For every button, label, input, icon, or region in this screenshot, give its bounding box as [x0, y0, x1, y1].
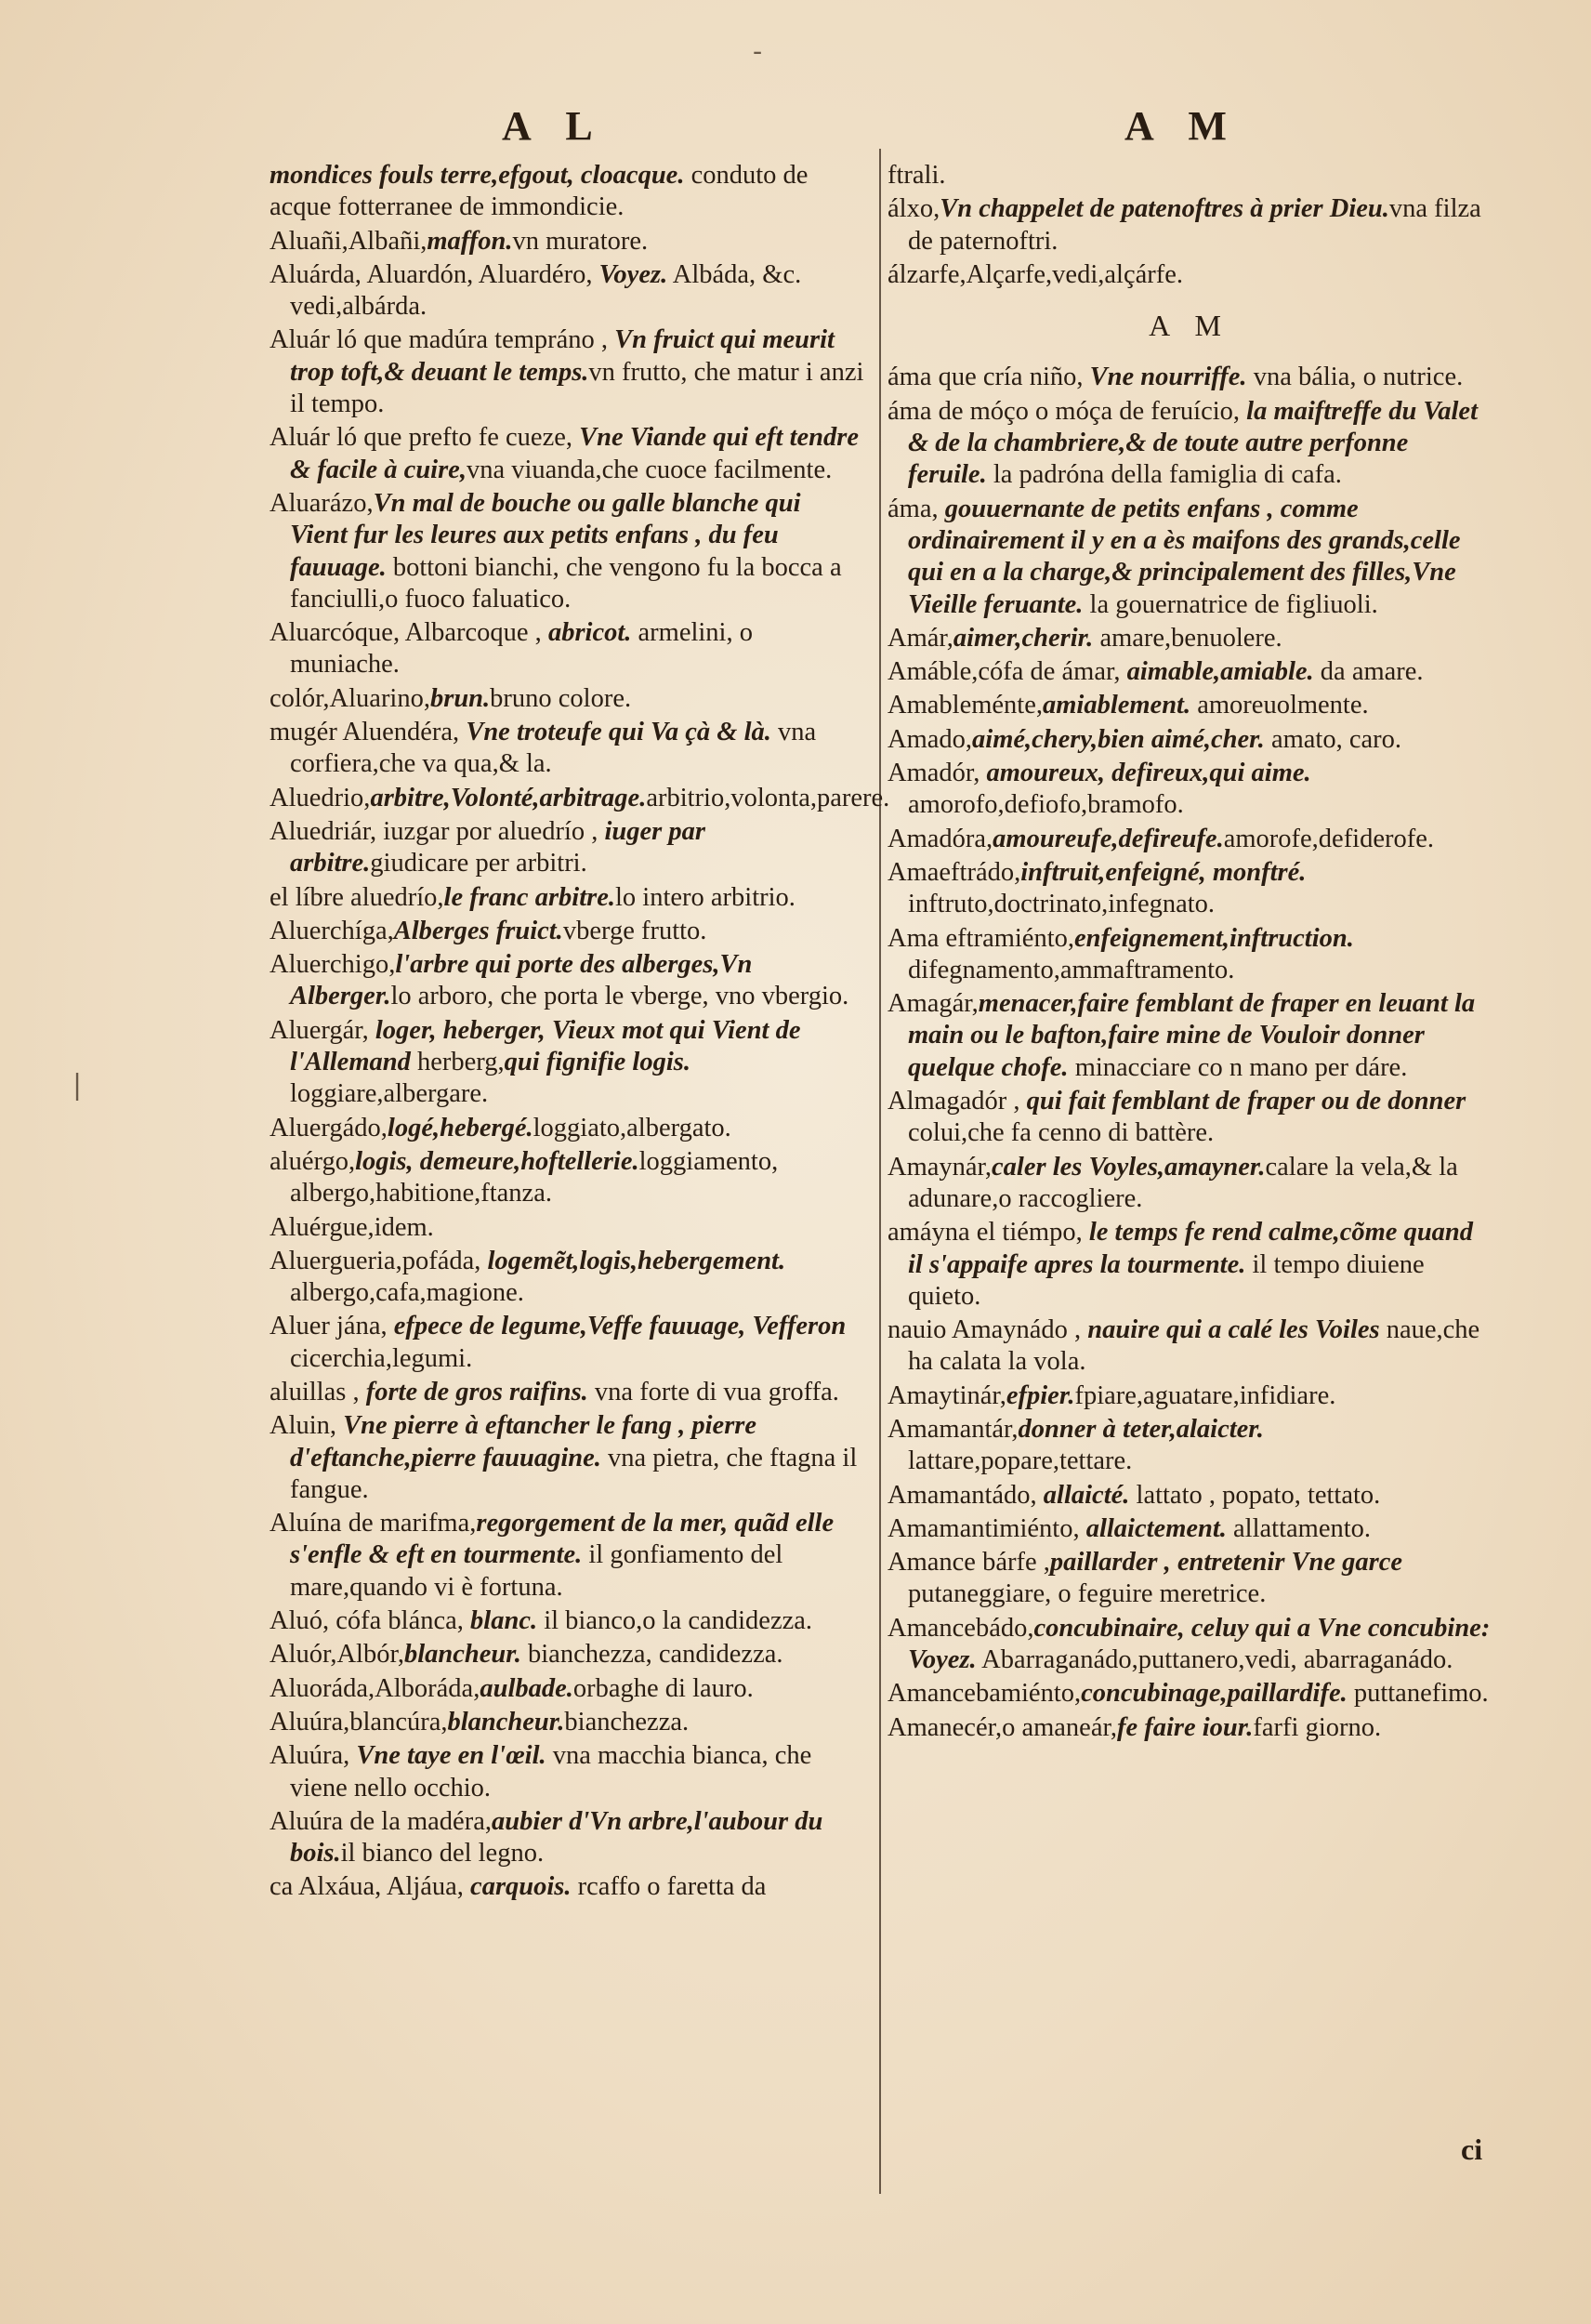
dictionary-entry: [270, 488, 864, 615]
dictionary-entry: [270, 1673, 864, 1705]
entry-italian: colui,che fa cenno di battère.: [908, 1118, 1215, 1148]
entry-french: blancheur.: [447, 1707, 565, 1736]
dictionary-entry: [888, 1217, 1492, 1313]
entry-italian: amorofe,defiderofe.: [1223, 824, 1435, 853]
entry-italian: difegnamento,ammaftramento.: [908, 955, 1235, 984]
entry-french: le temps fe rend calme,cõme quand il s'appaife apres la tourmente.: [908, 1218, 1474, 1279]
entry-italian: vberge frutto.: [562, 916, 707, 945]
dictionary-entry: [270, 1015, 864, 1111]
right-column-entries: [888, 362, 1492, 1743]
top-dash-mark: -: [753, 35, 763, 68]
entry-italian: vna bália, o nutrice.: [1246, 363, 1464, 392]
entry-headword: Amamantádo,: [888, 1480, 1044, 1510]
entry-italian: amoreuolmente.: [1190, 691, 1369, 720]
entry-headword: Amableménte,: [888, 691, 1043, 720]
entry-headword: amáyna el tiémpo,: [888, 1218, 1089, 1248]
entry-headword: Aluedriár, iuzgar por aluedrío ,: [270, 816, 605, 846]
dictionary-entry: [270, 717, 864, 781]
header-left: A L: [502, 103, 606, 149]
dictionary-entry: [270, 916, 864, 947]
entry-italian: fpiare,aguatare,infidiare.: [1074, 1380, 1336, 1410]
entry-italian: loggiare,albergare.: [290, 1079, 489, 1109]
dictionary-entry: [888, 1513, 1492, 1545]
dictionary-entry: [270, 617, 864, 681]
entry-french: maffon.: [427, 226, 513, 256]
dictionary-entry: [888, 1712, 1492, 1744]
entry-french: Alberges fruict.: [393, 916, 563, 945]
dictionary-entry: [270, 683, 864, 715]
entry-headword: Aluergueria,pofáda,: [270, 1246, 488, 1275]
entry-french: aulbade.: [480, 1673, 573, 1703]
left-column: [270, 160, 890, 1906]
entry-headword: Aluerchíga,: [270, 916, 394, 945]
entry-headword: Aluérgue,idem.: [270, 1212, 434, 1242]
entry-headword: Amaeftrádo,: [888, 857, 1021, 887]
entry-french: Vne nourriffe.: [1089, 363, 1247, 392]
dictionary-entry: [270, 1871, 864, 1903]
entry-headword: Amamantimiénto,: [888, 1513, 1086, 1543]
entry-french: Vn mal de bouche ou galle blanche qui Vient fur les leures aux petits enfans , du feu fauuage.: [290, 488, 801, 582]
entry-headword: Aluergádo,: [270, 1113, 388, 1142]
entry-italian: vna corfiera,che va qua,& la.: [290, 718, 817, 779]
entry-headword: Amado,: [888, 724, 973, 754]
entry-headword: Aluarcóque, Albarcoque ,: [270, 618, 548, 648]
dictionary-entry: [888, 623, 1492, 654]
entry-french: allaictement.: [1085, 1513, 1227, 1543]
entry-headword: Amaytinár,: [888, 1380, 1006, 1410]
entry-italian: il bianco del legno.: [340, 1839, 545, 1868]
dictionary-entry: [270, 259, 864, 324]
entry-french: aimer,cherir.: [953, 623, 1094, 653]
dictionary-entry: [270, 422, 864, 486]
entry-headword: Aluárda, Aluardón, Aluardéro,: [270, 259, 599, 289]
entry-french: blanc.: [470, 1606, 538, 1636]
entry-headword: Aluergár,: [270, 1015, 375, 1045]
entry-italian: vna pietra, che ftagna il fangue.: [290, 1443, 858, 1504]
entry-headword: Aluúra,blancúra,: [270, 1707, 448, 1736]
dictionary-entry: [270, 160, 864, 224]
entry-french: concubinaire, celuy qui a Vne concubine: Voyez.: [908, 1613, 1491, 1675]
dictionary-entry: [888, 1086, 1492, 1150]
entry-french: donner à teter,alaicter.: [1018, 1414, 1264, 1444]
entry-french: logé,hebergé.: [387, 1113, 533, 1142]
entry-french: caler les Voyles,amayner.: [992, 1152, 1266, 1182]
entry-french: qui fait femblant de fraper ou de donner: [1026, 1087, 1466, 1116]
dictionary-entry: [888, 1380, 1492, 1412]
entry-italian: orbaghe di lauro.: [572, 1673, 754, 1703]
entry-italian: vn muratore.: [512, 226, 649, 256]
entry-italian: la padróna della famiglia di cafa.: [986, 460, 1342, 490]
entry-headword: áma,: [888, 494, 945, 523]
entry-headword: nauio Amaynádo ,: [888, 1315, 1088, 1345]
entry-italian: rcaffo o faretta da: [571, 1872, 767, 1902]
entry-french: aubier d'Vn arbre,l'aubour du bois.: [290, 1806, 823, 1868]
dictionary-entry: [888, 494, 1492, 621]
entry-french: amoureux, defireux,qui aime.: [986, 759, 1311, 788]
entry-italian: il gonfiamento del mare,quando vi è fortuna.: [290, 1540, 783, 1602]
entry-italian: naue,che ha calata la vola.: [908, 1315, 1480, 1377]
dictionary-entry: [888, 690, 1492, 721]
entry-french: forte de gros raifins.: [365, 1377, 588, 1406]
entry-italian: bottoni bianchi, che vengono fu la bocca a fanciulli,o fuoco faluatico.: [290, 552, 842, 614]
dictionary-entry: [270, 1377, 864, 1408]
entry-headword: áma de móço o móça de feruício,: [888, 396, 1247, 426]
entry-italian: vna forte di vua groffa.: [587, 1377, 839, 1406]
entry-italian: vna viuanda,che cuoce facilmente.: [466, 455, 833, 484]
entry-headword: Amamantár,: [888, 1414, 1019, 1444]
entry-headword: Amancebádo,: [888, 1613, 1034, 1643]
dictionary-entry: [270, 226, 864, 257]
entry-french: logemẽt,logis,hebergement.: [487, 1246, 786, 1275]
dictionary-entry: [270, 1639, 864, 1670]
entry-italian: albergo,cafa,magione.: [290, 1278, 524, 1308]
entry-headword: álxo,: [888, 194, 940, 224]
entry-italian: amorofo,defiofo,bramofo.: [908, 790, 1184, 820]
entry-french: carquois.: [470, 1872, 572, 1902]
entry-headword: Aluó, cófa blánca,: [270, 1606, 471, 1636]
entry-italian: allattamento.: [1226, 1513, 1372, 1543]
dictionary-entry: [888, 857, 1492, 921]
entry-french: qui fignifie logis.: [504, 1048, 690, 1077]
entry-italian: calare la vela,& la adunare,o raccogliere.: [908, 1152, 1458, 1213]
entry-headword: Aluoráda,Alboráda,: [270, 1673, 480, 1703]
entry-french: Vne taye en l'œil.: [356, 1741, 546, 1771]
dictionary-entry: [888, 362, 1492, 393]
entry-french: gouuernante de petits enfans , comme ordinairement il y en a ès maifons des grands,celle qui en a la charge,& principalement des filles,Vne Vieille feruante.: [908, 494, 1461, 619]
entry-french: la maiftreffe du Valet & de la chambriere,& de toute autre perfonne feruile.: [908, 396, 1479, 490]
entry-french: paillarder , entretenir Vne garce: [1049, 1548, 1403, 1578]
entry-headword: aluérgo,: [270, 1146, 356, 1176]
dictionary-entry: [888, 724, 1492, 756]
entry-italian: amare,benuolere.: [1093, 623, 1282, 653]
entry-french: amoureufe,defireufe.: [993, 824, 1224, 853]
entry-headword: Amadór,: [888, 759, 987, 788]
entry-french: nauire qui a calé les Voiles: [1087, 1315, 1380, 1345]
dictionary-entry: [270, 1246, 864, 1310]
dictionary-entry: [270, 882, 864, 914]
entry-headword: Aluedrio,: [270, 783, 371, 812]
entry-french: le franc arbitre.: [443, 882, 615, 912]
entry-headword: aluillas ,: [270, 1377, 366, 1406]
entry-italian: lo intero arbitrio.: [615, 882, 796, 912]
entry-italian: lattato , popato, tettato.: [1129, 1480, 1381, 1510]
dictionary-entry: [270, 1806, 864, 1870]
dictionary-entry: [270, 1146, 864, 1210]
entry-italian: lo arboro, che porta le vberge, vno vbergio.: [390, 982, 849, 1011]
entry-italian: armelini, o muniache.: [290, 618, 753, 680]
entry-french: allaicté.: [1043, 1480, 1130, 1510]
entry-italian: inftruto,doctrinato,infegnato.: [908, 890, 1216, 919]
dictionary-entry: [270, 1212, 864, 1244]
entry-italian: amato, caro.: [1264, 724, 1401, 754]
entry-italian: bianchezza.: [564, 1707, 690, 1736]
dictionary-entry: [888, 1547, 1492, 1611]
entry-french: Vne pierre à eftancher le fang , pierre d'eftanche,pierre fauuagine.: [290, 1411, 757, 1472]
entry-italian: il tempo diuiene quieto.: [908, 1249, 1425, 1311]
entry-french: amiablement.: [1042, 691, 1191, 720]
entry-italian: Abarraganádo,puttanero,vedi, abarraganádo.: [976, 1645, 1453, 1675]
entry-headword: Aluarázo,: [270, 488, 374, 518]
entry-italian: cicerchia,legumi.: [290, 1343, 473, 1373]
entry-french: menacer,faire femblant de fraper en leuant la main ou le bafton,faire mine de Vouloir donner quelque chofe.: [908, 989, 1476, 1082]
entry-headword: mugér Aluendéra,: [270, 718, 467, 747]
dictionary-entry: [888, 824, 1492, 855]
entry-headword: Aluerchigo,: [270, 950, 396, 980]
dictionary-entry: [888, 988, 1492, 1084]
entry-french: efpier.: [1006, 1380, 1075, 1410]
right-column-top: [888, 160, 1492, 291]
entry-french: loger, heberger, Vieux mot qui Vient de l'Allemand: [290, 1015, 801, 1077]
section-heading-am: A M: [1149, 309, 1230, 343]
entry-french: Vn chappelet de patenoftres à prier Dieu.: [940, 194, 1389, 224]
entry-italian: da amare.: [1313, 657, 1424, 687]
dictionary-entry: [888, 1414, 1492, 1478]
dictionary-entry: [270, 324, 864, 420]
dictionary-entry: [888, 160, 1492, 191]
entry-italian: herberg,: [410, 1048, 505, 1077]
entry-french: Voyez.: [598, 259, 668, 289]
entry-headword: Aluár ló que prefto fe cueze,: [270, 423, 580, 453]
dictionary-entry: [888, 1152, 1492, 1216]
entry-french: Vne troteufe qui Va çà & là.: [466, 718, 771, 747]
entry-headword: ca Alxáua, Aljáua,: [270, 1872, 471, 1902]
entry-headword: Amár,: [888, 623, 953, 653]
entry-italian: giudicare per arbitri.: [370, 849, 587, 878]
entry-italian: farfi giorno.: [1253, 1712, 1382, 1742]
entry-headword: Aluin,: [270, 1411, 344, 1441]
entry-french: Vn fruict qui meurit trop toft,& deuant le temps.: [290, 325, 835, 387]
dictionary-entry: [888, 259, 1492, 291]
entry-headword: Amadóra,: [888, 824, 993, 853]
dictionary-entry: [888, 923, 1492, 987]
dictionary-entry: [888, 1314, 1492, 1379]
entry-french: arbitre,Volonté,arbitrage.: [370, 783, 647, 812]
entry-headword: el líbre aluedrío,: [270, 882, 444, 912]
entry-italian: lattare,popare,tettare.: [908, 1446, 1133, 1476]
dictionary-entry: [270, 1740, 864, 1804]
entry-french: inftruit,enfeigné, monftré.: [1020, 857, 1307, 887]
entry-french: abricot.: [547, 618, 632, 648]
dictionary-entry: [270, 1410, 864, 1506]
entry-italian: vna macchia bianca, che viene nello occhio.: [290, 1741, 812, 1802]
dictionary-entry: [888, 396, 1492, 492]
entry-headword: Almagadór ,: [888, 1087, 1027, 1116]
entry-french: iuger par arbitre.: [290, 816, 705, 878]
entry-headword: ftrali.: [888, 161, 946, 190]
entry-italian: loggiamento, albergo,habitione,ftanza.: [290, 1146, 779, 1208]
dictionary-entry: [888, 656, 1492, 688]
dictionary-entry: [270, 949, 864, 1013]
entry-italian: arbitrio,volonta,parere.: [646, 783, 890, 812]
entry-headword: Amance bárfe ,: [888, 1548, 1050, 1578]
folio-number: ci: [1461, 2133, 1483, 2166]
dictionary-entry: [888, 193, 1492, 257]
entry-french: enfeignement,inftruction.: [1074, 923, 1354, 953]
entry-headword: Amancebamiénto,: [888, 1679, 1082, 1709]
entry-french: logis, demeure,hoftellerie.: [355, 1146, 639, 1176]
dictionary-entry: [270, 1707, 864, 1738]
entry-italian: puttanefimo.: [1347, 1679, 1489, 1709]
entry-headword: Aluína de marifma,: [270, 1509, 477, 1538]
dictionary-entry: [270, 1605, 864, 1637]
entry-headword: Aluúra,: [270, 1741, 357, 1771]
entry-italian: conduto de acque fotterranee de immondicie.: [270, 161, 809, 222]
entry-french: l'arbre qui porte des alberges,Vn Alberger.: [290, 950, 753, 1011]
entry-italian: bianchezza, candidezza.: [520, 1640, 783, 1670]
entry-headword: áma que cría niño,: [888, 363, 1090, 392]
entry-headword: Amanecér,o amaneár,: [888, 1712, 1117, 1742]
entry-french: concubinage,paillardife.: [1081, 1679, 1348, 1709]
right-column: [888, 160, 1492, 1746]
dictionary-entry: [270, 816, 864, 880]
dictionary-entry: [270, 783, 890, 814]
dictionary-entry: [888, 1613, 1492, 1677]
entry-italian: il bianco,o la candidezza.: [537, 1606, 813, 1636]
header-right: A M: [1124, 103, 1240, 149]
entry-french: fe faire iour.: [1116, 1712, 1254, 1742]
dictionary-entry: [888, 1678, 1492, 1710]
entry-headword: Amáble,cófa de ámar,: [888, 657, 1127, 687]
entry-french: brun.: [429, 683, 491, 713]
entry-headword: Ama eftramiénto,: [888, 923, 1075, 953]
dictionary-entry: [270, 1311, 864, 1375]
entry-french: mondices fouls terre,efgout, cloacque.: [270, 161, 685, 190]
entry-italian: Albáda, &c. vedi,albárda.: [290, 259, 802, 322]
entry-headword: Aluór,Albór,: [270, 1640, 404, 1670]
entry-italian: loggiato,albergato.: [533, 1113, 731, 1142]
dictionary-entry: [888, 758, 1492, 822]
entry-headword: Amagár,: [888, 989, 979, 1019]
dictionary-entry: [888, 1480, 1492, 1512]
entry-headword: álzarfe,Alçarfe,vedi,alçárfe.: [888, 259, 1183, 289]
entry-french: Vne Viande qui eft tendre & facile à cuire,: [290, 423, 859, 484]
entry-french: aimable,amiable.: [1126, 657, 1314, 687]
entry-headword: Aluúra de la madéra,: [270, 1806, 492, 1836]
dictionary-entry: [270, 1508, 864, 1604]
entry-italian: vn frutto, che matur i anzi il tempo.: [290, 357, 864, 419]
entry-italian: bruno colore.: [490, 683, 632, 713]
entry-italian: putaneggiare, o feguire meretrice.: [908, 1579, 1267, 1609]
left-margin-mark: |: [72, 1069, 83, 1102]
entry-headword: Aluer jána,: [270, 1312, 394, 1341]
entry-french: blancheur.: [403, 1640, 521, 1670]
column-divider: [879, 149, 881, 2194]
entry-french: regorgement de la mer, quãd elle s'enfle & eft en tourmente.: [290, 1509, 835, 1570]
entry-headword: Amaynár,: [888, 1152, 993, 1182]
entry-headword: Aluañi,Albañi,: [270, 226, 427, 256]
entry-headword: colór,Aluarino,: [270, 683, 430, 713]
entry-italian: la gouernatrice de figliuoli.: [1083, 589, 1378, 619]
entry-french: efpece de legume,Veffe fauuage, Vefferon: [393, 1312, 847, 1341]
entry-headword: Aluár ló que madúra tempráno ,: [270, 325, 615, 355]
entry-italian: vna filza de paternoftri.: [908, 194, 1481, 256]
entry-italian: minacciare co n mano per dáre.: [1068, 1052, 1408, 1082]
dictionary-entry: [270, 1113, 864, 1144]
entry-french: aimé,chery,bien aimé,cher.: [972, 724, 1265, 754]
